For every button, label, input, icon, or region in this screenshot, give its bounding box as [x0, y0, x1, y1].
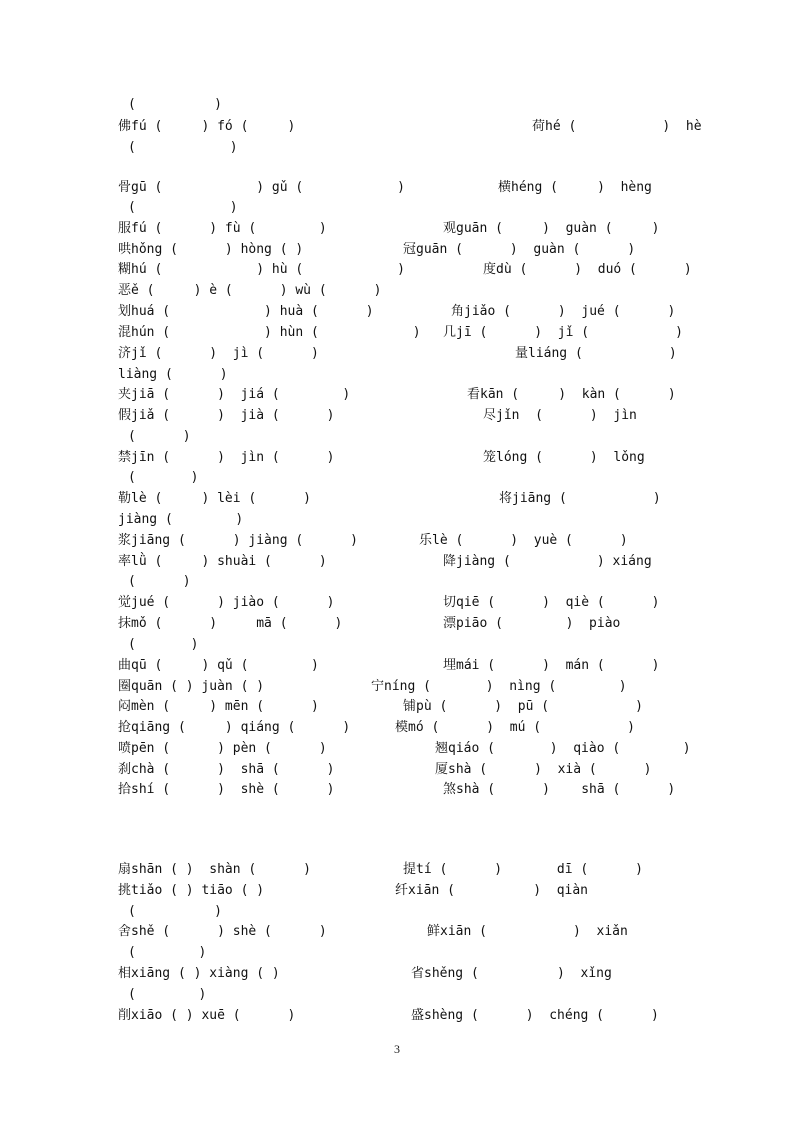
- text-line: jiàng ( ): [118, 512, 244, 527]
- text-line: ( ): [128, 140, 238, 155]
- text-line: 省shěng ( ) xǐng: [411, 966, 612, 981]
- text-line: 埋mái ( ) mán ( ): [443, 658, 660, 673]
- text-line: ( ): [128, 987, 207, 1002]
- text-line: 扇shān ( ) shàn ( ): [118, 862, 312, 877]
- text-line: 闷mèn ( ) mēn ( ): [118, 699, 319, 714]
- text-line: 舍shě ( ) shè ( ): [118, 924, 327, 939]
- text-line: 切qiē ( ) qiè ( ): [443, 595, 660, 610]
- text-line: 勒lè ( ) lèi ( ): [118, 491, 312, 506]
- text-line: 几jī ( ) jǐ ( ): [443, 325, 683, 340]
- text-line: 煞shà ( ) shā ( ): [443, 782, 676, 797]
- text-line: 宁níng ( ) nìng ( ): [371, 679, 627, 694]
- text-line: 观guān ( ) guàn ( ): [443, 221, 660, 236]
- text-line: 拾shí ( ) shè ( ): [118, 782, 335, 797]
- text-line: 翘qiáo ( ) qiào ( ): [435, 741, 691, 756]
- text-line: 刹chà ( ) shā ( ): [118, 762, 335, 777]
- text-line: ( ): [128, 97, 222, 112]
- text-line: 哄hǒng ( ) hòng ( ): [118, 242, 304, 257]
- text-line: 圈quān ( ) juàn ( ): [118, 679, 265, 694]
- text-line: 骨gū ( ) gǔ ( ): [118, 180, 405, 195]
- text-line: 模mó ( ) mú ( ): [395, 720, 635, 735]
- text-line: 恶ě ( ) è ( ) wù ( ): [118, 283, 382, 298]
- text-line: 冠guān ( ) guàn ( ): [403, 242, 636, 257]
- text-line: 禁jīn ( ) jìn ( ): [118, 450, 335, 465]
- text-line: 挑tiǎo ( ) tiāo ( ): [118, 883, 265, 898]
- text-line: 盛shèng ( ) chéng ( ): [411, 1008, 659, 1023]
- text-line: 浆jiāng ( ) jiàng ( ): [118, 533, 358, 548]
- text-line: 漂piāo ( ) piào: [443, 616, 621, 631]
- text-line: 纤xiān ( ) qiàn: [395, 883, 589, 898]
- text-line: 铺pù ( ) pū ( ): [403, 699, 643, 714]
- text-line: 混hún ( ) hùn ( ): [118, 325, 421, 340]
- text-line: 夹jiā ( ) jiá ( ): [118, 387, 351, 402]
- text-line: 将jiāng ( ): [499, 491, 661, 506]
- text-line: 乐lè ( ) yuè ( ): [419, 533, 628, 548]
- text-line: 假jiǎ ( ) jià ( ): [118, 408, 335, 423]
- text-line: liàng ( ): [118, 367, 228, 382]
- text-line: ( ): [128, 904, 222, 919]
- text-line: 降jiàng ( ) xiáng: [443, 554, 652, 569]
- text-line: 笼lóng ( ) lǒng: [483, 450, 645, 465]
- text-line: ( ): [128, 574, 191, 589]
- text-line: 尽jǐn ( ) jìn: [483, 408, 637, 423]
- text-line: 角jiǎo ( ) jué ( ): [451, 304, 676, 319]
- text-line: 济jǐ ( ) jì ( ): [118, 346, 319, 361]
- text-line: 觉jué ( ) jiào ( ): [118, 595, 335, 610]
- text-line: 量liáng ( ): [515, 346, 677, 361]
- text-line: 看kān ( ) kàn ( ): [467, 387, 676, 402]
- text-line: 喷pēn ( ) pèn ( ): [118, 741, 327, 756]
- text-line: 度dù ( ) duó ( ): [483, 262, 692, 277]
- page-number: 3: [394, 1042, 400, 1056]
- text-line: 相xiāng ( ) xiàng ( ): [118, 966, 280, 981]
- text-line: 抹mǒ ( ) mā ( ): [118, 616, 343, 631]
- text-line: 鲜xiān ( ) xiǎn: [427, 924, 628, 939]
- text-line: 抢qiāng ( ) qiáng ( ): [118, 720, 351, 735]
- text-line: 提tí ( ) dī ( ): [403, 862, 643, 877]
- text-line: ( ): [128, 200, 238, 215]
- text-line: 曲qū ( ) qǔ ( ): [118, 658, 319, 673]
- text-line: 率lǜ ( ) shuài ( ): [118, 554, 327, 569]
- text-line: ( ): [128, 637, 199, 652]
- text-line: 横héng ( ) hèng: [498, 180, 652, 195]
- text-line: 糊hú ( ) hù ( ): [118, 262, 405, 277]
- text-line: 佛fú ( ) fó ( ): [118, 119, 296, 134]
- text-line: 荷hé ( ) hè: [532, 119, 702, 134]
- text-line: ( ): [128, 429, 191, 444]
- text-line: 服fú ( ) fù ( ): [118, 221, 327, 236]
- text-line: 削xiāo ( ) xuē ( ): [118, 1008, 296, 1023]
- text-line: ( ): [128, 470, 199, 485]
- text-line: 划huá ( ) huà ( ): [118, 304, 374, 319]
- text-line: 厦shà ( ) xià ( ): [435, 762, 652, 777]
- text-line: ( ): [128, 945, 207, 960]
